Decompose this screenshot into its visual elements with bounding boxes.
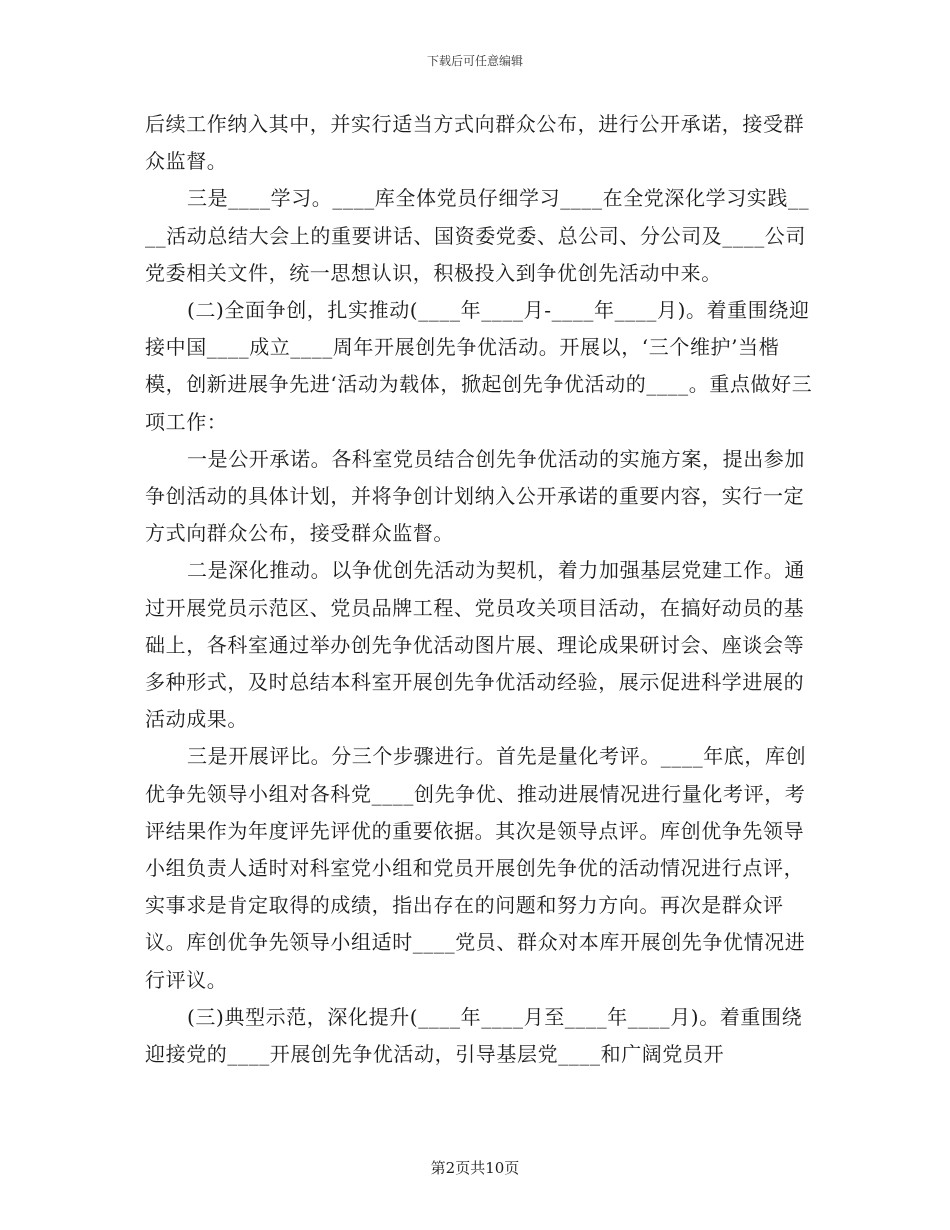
paragraph: 后续工作纳入其中，并实行适当方式向群众公布，进行公开承诺，接受群众监督。 [145, 112, 805, 174]
paragraph: 二是深化推动。以争优创先活动为契机，着力加强基层党建工作。通过开展党员示范区、党员品牌工程、党员攻关项目活动，在搞好动员的基础上，各科室通过举办创先争优活动图片展、理论成果研讨会、座谈会等多种形式，及时总结本科室开展创先争优活动经验，展示促进科学进展的活动成果。 [145, 558, 805, 732]
paragraph: 三是____学习。____库全体党员仔细学习____在全党深化学习实践____活动总结大会上的重要讲话、国资委党委、总公司、分公司及____公司党委相关文件，统一思想认识，积极投入到争优创先活动中来。 [145, 186, 810, 285]
paragraph: 三是开展评比。分三个步骤进行。首先是量化考评。____年底，库创优争先领导小组对各科党____创先争优、推动进展情况进行量化考评，考评结果作为年度评先评优的重要依据。其次是领导点评。库创优争先领导小组负责人适时对科室党小组和党员开展创先争优的活动情况进行点评，实事求是肯定取得的成绩，指出存在的问题和努力方向。再次是群众评议。库创优争先领导小组适时____党员、群众对本库开展创先争优情况进行评议。 [145, 744, 807, 992]
document-body [145, 106, 815, 1073]
page-footer: 第2页共10页 [430, 1159, 520, 1177]
paragraph: 一是公开承诺。各科室党员结合创先争优活动的实施方案，提出参加争创活动的具体计划，并将争创计划纳入公开承诺的重要内容，实行一定方式向群众公布，接受群众监督。 [145, 446, 805, 546]
page-header: 下载后可任意编辑 [426, 54, 523, 68]
paragraph: (三)典型示范，深化提升(____年____月至____年____月)。着重围绕迎接党的____开展创先争优活动，引导基层党____和广阔党员开 [145, 1004, 803, 1067]
paragraph: (二)全面争创，扎实推动(____年____月-____年____月)。着重围绕迎接中国____成立____周年开展创先争优活动。开展以，‘三个维护’当楷模，创新进展争先进‘活动为载体，掀起创先争优活动的____。重点做好三项工作： [145, 298, 813, 434]
